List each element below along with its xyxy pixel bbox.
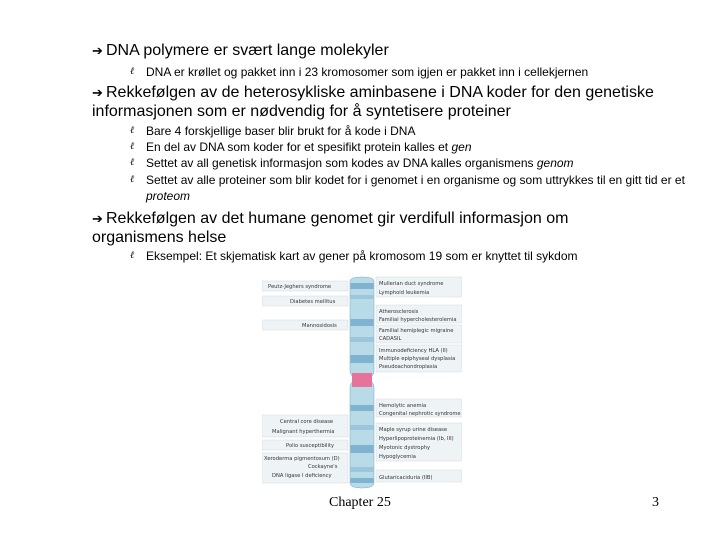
- term-gene: gen: [451, 140, 472, 154]
- sub-bullet-gene: [130, 139, 686, 155]
- gene-label: Glutaricaciduria (IIB): [379, 475, 433, 481]
- chromosome-19-map: [262, 275, 462, 490]
- sub-bullet-text: Bare 4 forskjellige baser blir brukt for å kode i DNA: [146, 124, 416, 138]
- sub-bullet-icon: ℓ: [130, 141, 135, 152]
- bullet-text: DNA polymere er svært lange molekyler: [106, 42, 389, 59]
- bullet-human-genome: [92, 209, 652, 247]
- gene-label: Xeroderma pigmentosum (D): [264, 456, 340, 462]
- chromosome-body: [350, 277, 374, 488]
- arrow-bullet-icon: ➔: [92, 43, 103, 58]
- sub-bullet-chromosomes: [130, 64, 706, 80]
- gene-label: Mannosidosis: [302, 323, 337, 329]
- sub-bullet-text: En del av DNA som koder for et spesifikt protein kalles et: [146, 140, 452, 154]
- band: [351, 319, 374, 326]
- gene-label: Peutz-Jeghers syndrome: [268, 284, 332, 290]
- sub-bullet-icon: ℓ: [130, 66, 135, 77]
- gene-label: Immunodeficiency HLA (II): [379, 348, 448, 354]
- bullet-base-sequence: [92, 83, 672, 121]
- bullet-text: Rekkefølgen av det humane genomet gir verdifull informasjon om organismens helse: [92, 210, 569, 246]
- gene-label: Congenital nephrotic syndrome: [379, 411, 461, 417]
- sub-bullet-genome: [130, 155, 686, 171]
- band: [351, 283, 374, 289]
- band: [351, 405, 374, 411]
- gene-label: Malignant hyperthermia: [272, 429, 335, 435]
- gene-label: Atherosclerosis: [379, 309, 419, 315]
- footer-chapter: Chapter 25: [329, 495, 391, 510]
- gene-label: Multiple epiphyseal dysplasia: [379, 356, 456, 362]
- gene-label: CADASIL: [379, 336, 402, 342]
- gene-label: Familial hemiplegic migraine: [379, 328, 454, 334]
- sub-bullet-proteome: [130, 172, 691, 204]
- sub-bullet-text: DNA er krøllet og pakket inn i 23 kromosomer som igjen er pakket inn i cellekjernen: [146, 65, 589, 79]
- band: [351, 355, 374, 363]
- gene-label: DNA ligase I deficiency: [272, 473, 332, 479]
- term-genome: genom: [536, 156, 574, 170]
- bullet-text: Rekkefølgen av de heterosykliske aminbasene i DNA koder for den genetiske informasjonen som er nødvendig for å syntetisere proteiner: [92, 84, 654, 120]
- gene-label: Lymphoid leukemia: [379, 290, 430, 296]
- sub-bullet-example: [130, 248, 686, 264]
- band: [351, 467, 374, 472]
- arrow-bullet-icon: ➔: [92, 211, 103, 226]
- band: [351, 337, 374, 342]
- arrow-bullet-icon: ➔: [92, 85, 103, 100]
- sub-bullet-text: Settet av all genetisk informasjon som kodes av DNA kalles organismens: [146, 156, 537, 170]
- sub-bullet-text: Eksempel: Et skjematisk kart av gener på kromosom 19 som er knyttet til sykdom: [146, 249, 578, 263]
- band: [351, 445, 374, 453]
- bullet-dna-polymers: [92, 41, 389, 60]
- sub-bullet-icon: ℓ: [130, 157, 135, 168]
- sub-bullet-text: Settet av alle proteiner som blir kodet for i genomet i en organisme og som uttrykkes til en gitt tid er et: [146, 173, 685, 187]
- gene-label: Hemolytic anemia: [379, 403, 427, 409]
- gene-label: Familial hypercholesterolemia: [379, 317, 457, 323]
- gene-label: Central core disease: [280, 419, 334, 425]
- gene-label: Polio susceptibility: [286, 443, 335, 449]
- gene-label: Hypoglycemia: [379, 454, 416, 460]
- gene-label: Pseudoachondroplasia: [379, 364, 438, 370]
- sub-bullet-four-bases: [130, 123, 686, 139]
- gene-label: Hyperlipoproteinemia (Ib, III): [379, 436, 454, 442]
- footer-page-number: 3: [652, 495, 659, 510]
- sub-bullet-icon: ℓ: [130, 125, 135, 136]
- gene-label: Mullerian duct syndrome: [379, 281, 444, 287]
- gene-label: Myotonic dystrophy: [379, 445, 431, 451]
- sub-bullet-icon: ℓ: [130, 250, 135, 261]
- gene-label: Maple syrup urine disease: [379, 427, 448, 433]
- gene-label: Cockayne's: [308, 464, 338, 470]
- centromere: [352, 373, 372, 387]
- term-proteome: proteom: [146, 189, 191, 203]
- band: [351, 478, 374, 483]
- band: [351, 425, 374, 430]
- band: [351, 295, 374, 299]
- sub-bullet-icon: ℓ: [130, 174, 135, 185]
- gene-label: Diabetes mellitus: [290, 299, 336, 305]
